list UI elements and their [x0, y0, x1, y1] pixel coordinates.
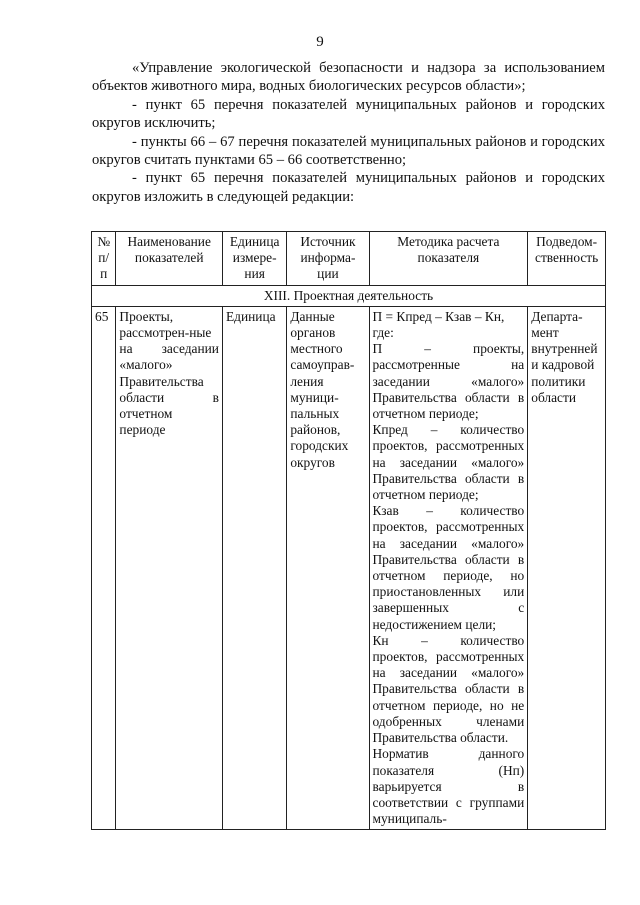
cell-method [369, 306, 528, 830]
header-source: Источник информа-ции [287, 232, 369, 286]
header-method: Методика расчета показателя [369, 232, 528, 286]
method-line: П = Кпред – Кзав – Кн, [372, 308, 505, 324]
method-line: Кзав – количество проектов, рассмотренных на заседании «малого» Правительства области в отчетном периоде, но приостановленных или завершенных с недостижением цели; [372, 503, 525, 632]
intro-paragraph: - пункт 65 перечня показателей муниципальных районов и городских округов изложить в следующей редакции: [92, 170, 605, 205]
section-row [92, 285, 606, 306]
method-line: Кн – количество проектов, рассмотренных на заседании «малого» Правительства области в отчетном периоде, но не одобренных членами Правительства области. [372, 632, 525, 746]
cell-source: Данные органов местного самоуправ-ления муници-пальных районов, городских округов [287, 306, 369, 830]
method-line: Норматив данного показателя (Нп) варьируется в соответствии с группами муниципаль- [372, 746, 525, 827]
intro-paragraph: - пункт 65 перечня показателей муниципальных районов и городских округов исключить; [92, 96, 605, 132]
method-line: где: [372, 325, 394, 341]
cell-number: 65 [92, 306, 116, 830]
page-number: 9 [316, 34, 324, 50]
header-name: Наименование показателей [116, 232, 223, 286]
cell-unit: Единица [222, 306, 286, 830]
table-header-row [92, 232, 606, 286]
header-number: № п/п [92, 232, 116, 286]
cell-subordination: Департа-мент внутренней и кадровой политики области [528, 306, 606, 830]
table-row [92, 306, 606, 830]
cell-name: Проекты, рассмотрен-ные на заседании «малого» Правительства области в отчетном периоде [116, 306, 223, 830]
indicators-table [91, 231, 606, 830]
intro-text [92, 59, 605, 206]
method-line: Кпред – количество проектов, рассмотренных на заседании «малого» Правительства области в отчетном периоде; [372, 422, 525, 503]
intro-paragraph: «Управление экологической безопасности и надзора за использованием объектов животного мира, водных биологических ресурсов области»; [92, 60, 605, 95]
intro-paragraph: - пункты 66 – 67 перечня показателей муниципальных районов и городских округов считать пунктами 65 – 66 соответственно; [92, 133, 605, 169]
method-line: П – проекты, рассмотренные на заседании «малого» Правительства области в отчетном периоде; [372, 341, 525, 422]
section-title: XIII. Проектная деятельность [92, 285, 606, 306]
header-subordination: Подведом-ственность [528, 232, 606, 286]
header-unit: Единица измере-ния [222, 232, 286, 286]
